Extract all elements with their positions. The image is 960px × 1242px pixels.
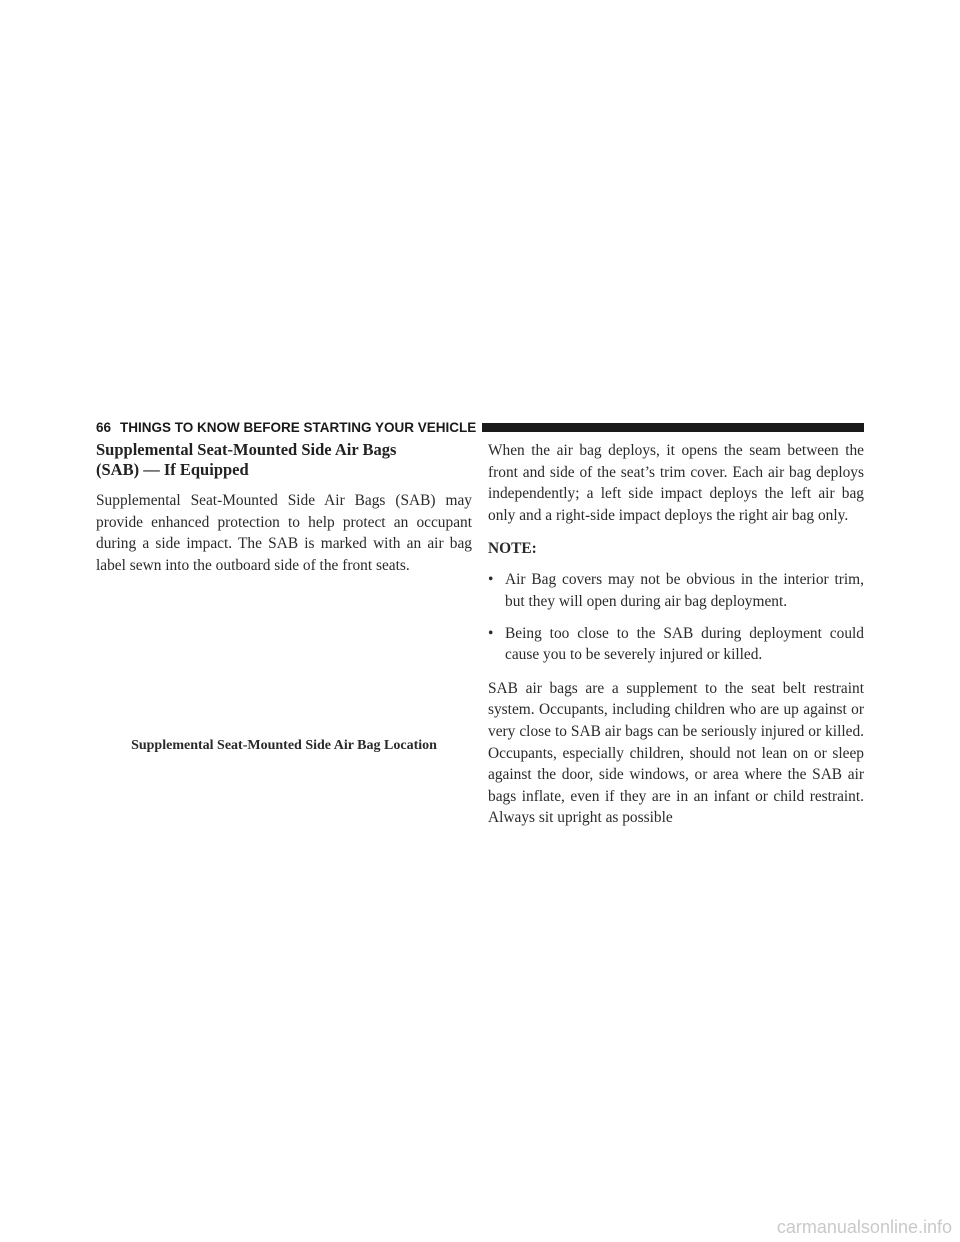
deployment-paragraph: When the air bag deploys, it opens the seam between the front and side of the seat’s trim cover. Each air bag deploys independently; a left side impact deploys the left air bag only and a right-side impact deploys the right air bag only. <box>488 442 864 524</box>
bullet-text: Being too close to the SAB during deployment could cause you to be severely injured or killed. <box>505 624 864 664</box>
right-column <box>488 440 864 841</box>
section-heading-line2: (SAB) — If Equipped <box>96 460 249 479</box>
header-rule <box>482 423 864 432</box>
bullet-icon: • <box>488 571 494 589</box>
list-item <box>488 569 864 612</box>
running-header <box>96 418 864 436</box>
warning-paragraph: SAB air bags are a supplement to the seat belt restraint system. Occupants, including children who are up against or very close to SAB air bags can be seriously injured or killed. Occupants, especially children, should not lean on or sleep against the door, side windows, or area where the SAB air bags inflate, even if they are in an infant or child restraint. Always sit upright as possible <box>488 679 864 827</box>
header-title: THINGS TO KNOW BEFORE STARTING YOUR VEHICLE <box>120 419 477 435</box>
bullet-text: Air Bag covers may not be obvious in the interior trim, but they will open during air bag deployment. <box>505 571 864 610</box>
figure-caption: Supplemental Seat-Mounted Side Air Bag Location <box>131 738 437 753</box>
section-heading-line1: Supplemental Seat-Mounted Side Air Bags <box>96 440 397 459</box>
note-label: NOTE: <box>488 540 537 558</box>
bullet-icon: • <box>488 624 494 642</box>
figure-placeholder <box>96 568 472 733</box>
note-bullet-list <box>488 569 864 665</box>
page-number: 66 <box>96 419 112 435</box>
intro-paragraph: Supplemental Seat-Mounted Side Air Bags (SAB) may provide enhanced protection to help protect an occupant during a side impact. The SAB is marked with an air bag label sewn into the outboard side of the front seats. <box>96 492 472 574</box>
section-heading <box>96 440 472 480</box>
watermark: carmanualsonline.info <box>776 1217 952 1237</box>
list-item <box>488 623 864 666</box>
left-column <box>96 440 472 588</box>
